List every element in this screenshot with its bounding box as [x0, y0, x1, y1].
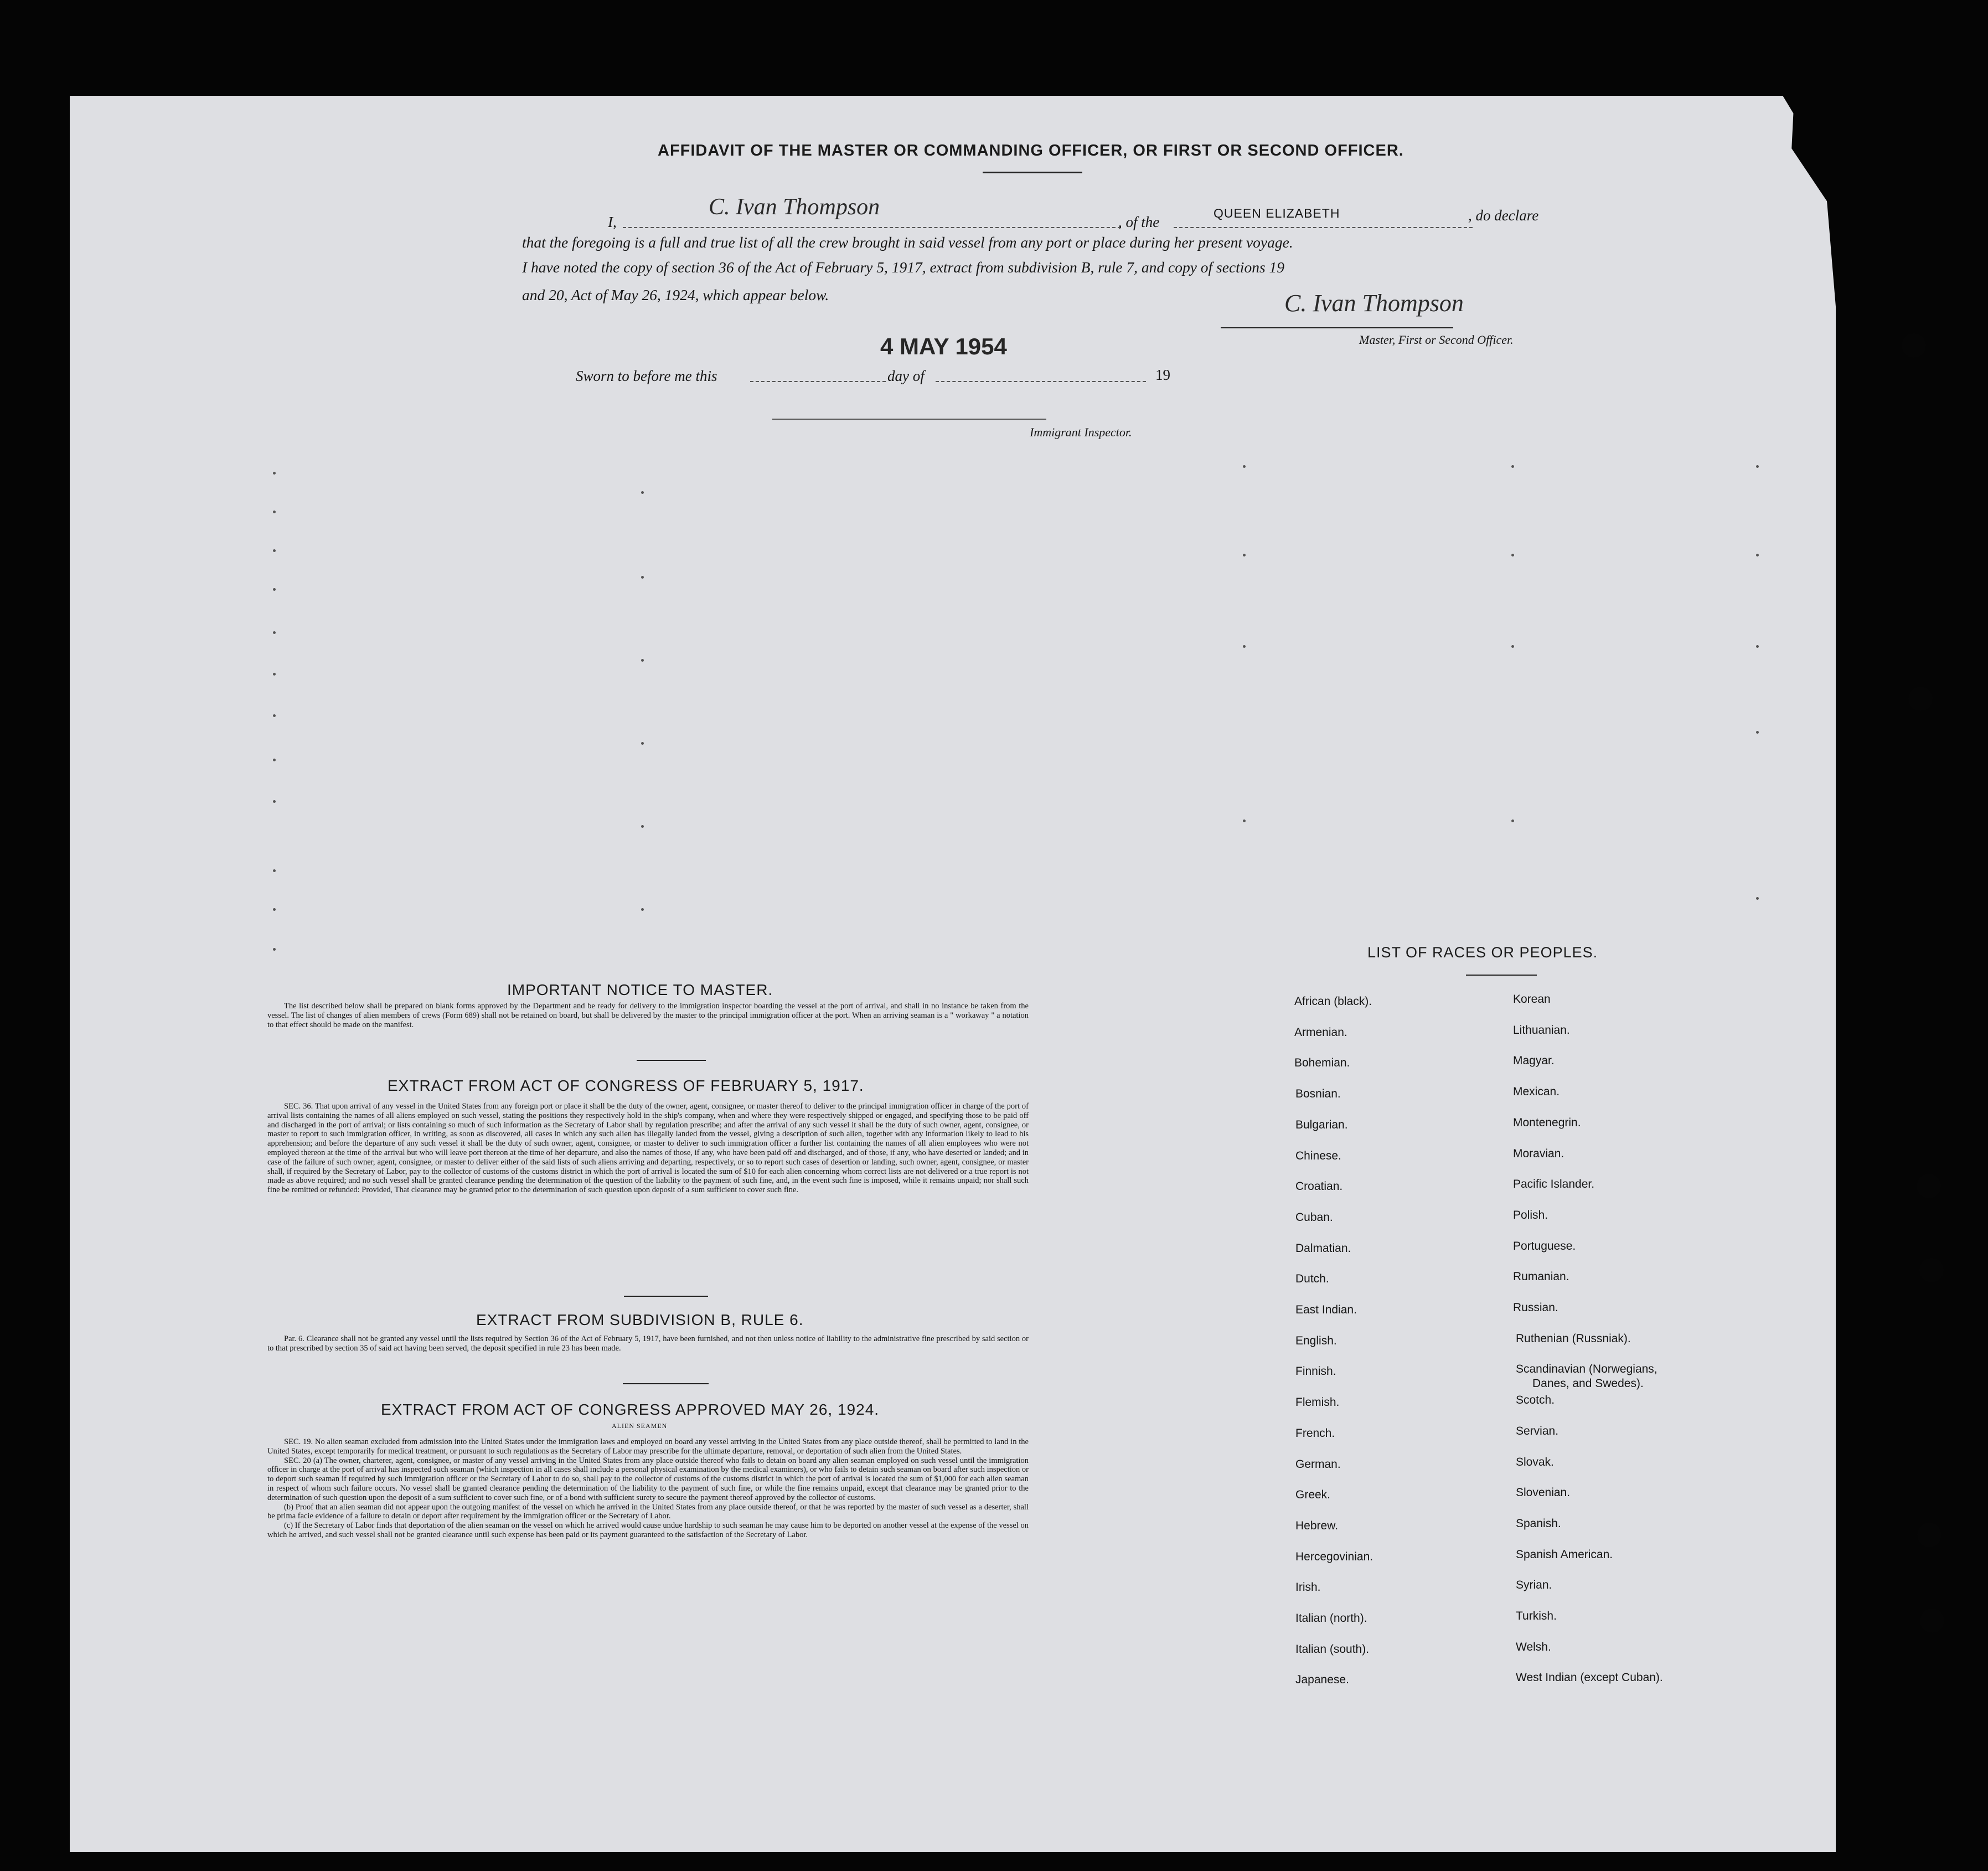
- divider: [624, 1296, 708, 1297]
- race-item: Croatian.: [1295, 1180, 1343, 1193]
- race-item: Korean: [1513, 993, 1551, 1006]
- race-item: Flemish.: [1295, 1396, 1340, 1409]
- sworn-label: Sworn to before me this: [576, 368, 717, 384]
- race-item: Italian (south).: [1295, 1642, 1370, 1656]
- race-item: Mexican.: [1513, 1085, 1560, 1099]
- affidavit-line-2: that the foregoing is a full and true list of all the crew brought in said vessel from any port or place during her present voyage.: [522, 234, 1293, 251]
- section-20b-text: (b) Proof that an alien seaman did not appear upon the outgoing manifest of the vessel on which he arrived in the United States from any place outside thereof, or that he was reported by the master of such vessel as a deserter, shall be prima facie evidence of a failure to detain or deport after requirement by the immigration officer or the Secretary of Labor.: [267, 1502, 1029, 1521]
- notice-title: IMPORTANT NOTICE TO MASTER.: [507, 981, 773, 998]
- race-item: Welsh.: [1516, 1640, 1551, 1653]
- race-item: Chinese.: [1295, 1149, 1341, 1162]
- race-item: Italian (north).: [1295, 1612, 1367, 1625]
- affidavit-i-label: I,: [608, 214, 617, 230]
- date-stamp: 4 MAY 1954: [880, 333, 1007, 359]
- sworn-day-line: [750, 381, 886, 382]
- race-item: Turkish.: [1516, 1610, 1557, 1622]
- extract-1924-title: EXTRACT FROM ACT OF CONGRESS APPROVED MAY 26, 1924.: [381, 1401, 880, 1418]
- extract-1924-subtitle: ALIEN SEAMEN: [612, 1422, 668, 1430]
- of-the-label: , of the: [1118, 214, 1160, 230]
- race-item: Greek.: [1295, 1488, 1331, 1502]
- year-prefix: 19: [1155, 367, 1170, 383]
- race-item: Servian.: [1516, 1424, 1559, 1437]
- affidavit-line-4: and 20, Act of May 26, 1924, which appear below.: [522, 286, 829, 303]
- notice-body: [267, 1002, 1029, 1029]
- punch-hole: [1919, 1258, 1944, 1282]
- do-declare-label: , do declare: [1468, 207, 1539, 224]
- affidavit-title: AFFIDAVIT OF THE MASTER OR COMMANDING OFFICER, OR FIRST OR SECOND OFFICER.: [658, 142, 1404, 159]
- section-20a-text: SEC. 20 (a) The owner, charterer, agent, consignee, or master of any vessel arriving in the United States from any place outside thereof who fails to detain on board any alien seaman employed on such vessel until the immigration officer in charge at the port of arrival has inspected such seaman (which inspection in all cases shall include a personal physical examination by the medical examiners), or who fails to detain such seaman on board after such inspection or to deport such seaman if required by such immigration officer or the Secretary of Labor to do so, shall pay to the collector of customs of the customs district in which the port of arrival is located the sum of $1,000 for each alien seaman in respect of whom such failure occurs. No vessel shall be granted clearance pending the determination of the liability to the payment of such fine, or while the fine remains unpaid, except that clearance may be granted prior to the determination of such question upon the deposit of a sum sufficient to cover such fine, or of a bond with sufficient surety to secure the payment thereof approved by the collector of customs.: [267, 1456, 1029, 1502]
- race-item: German.: [1295, 1457, 1341, 1471]
- divider: [623, 1383, 709, 1384]
- divider: [1466, 975, 1537, 976]
- inspector-signature-line: [772, 419, 1046, 420]
- extract-rule6-body: [267, 1334, 1029, 1353]
- race-item: Bohemian.: [1294, 1056, 1350, 1070]
- punch-hole: [1920, 1609, 1944, 1633]
- race-item: Armenian.: [1294, 1025, 1347, 1039]
- race-item: French.: [1295, 1426, 1335, 1440]
- extract-rule6-text: Par. 6. Clearance shall not be granted any vessel until the lists required by Section 36 of the Act of February 5, 1917, have been furnished, and not then unless notice of liability to the administrative fine prescribed by said section or to that prescribed by section 35 of said act having been served, the deposit specified in rule 23 has been made.: [267, 1334, 1029, 1353]
- race-item: East Indian.: [1295, 1303, 1357, 1316]
- race-item: Montenegrin.: [1513, 1116, 1581, 1129]
- races-title: LIST OF RACES OR PEOPLES.: [1367, 944, 1598, 961]
- race-item: Russian.: [1513, 1301, 1558, 1314]
- race-item: Slovak.: [1516, 1455, 1554, 1468]
- race-item: Hebrew.: [1295, 1519, 1339, 1532]
- race-item: Rumanian.: [1513, 1270, 1569, 1284]
- divider: [637, 1060, 706, 1061]
- signature-line: [1221, 327, 1453, 328]
- race-item: Dalmatian.: [1295, 1241, 1351, 1255]
- race-item: Lithuanian.: [1513, 1023, 1570, 1037]
- race-item-continuation: Danes, and Swedes).: [1532, 1377, 1644, 1390]
- race-item: Ruthenian (Russniak).: [1516, 1332, 1631, 1345]
- section-20c-text: (c) If the Secretary of Labor finds that deportation of the alien seaman on the vessel on which he arrived would cause undue hardship to such seaman he may cause him to be deported on another vessel at the expense of the vessel on which he arrived, and such vessel shall not be granted clearance until such expense has been paid or its payment guaranteed to the satisfaction of the Secretary of Labor.: [267, 1521, 1029, 1539]
- extract-1917-title: EXTRACT FROM ACT OF CONGRESS OF FEBRUARY 5, 1917.: [388, 1077, 864, 1094]
- vessel-field-line: [1174, 227, 1473, 228]
- race-item: Portuguese.: [1513, 1239, 1576, 1253]
- name-field-line: [623, 227, 1121, 228]
- race-item: African (black).: [1294, 995, 1372, 1008]
- inspector-label: Immigrant Inspector.: [1030, 425, 1132, 439]
- punch-hole: [1908, 687, 1933, 711]
- race-item: Moravian.: [1513, 1147, 1564, 1160]
- extract-1924-body: [267, 1437, 1029, 1540]
- race-item: Dutch.: [1295, 1272, 1329, 1286]
- signature-declarant: C. Ivan Thompson: [709, 194, 880, 220]
- sworn-month-line: [936, 381, 1146, 382]
- race-item: Scandinavian (Norwegians,: [1516, 1363, 1657, 1376]
- notice-text: The list described below shall be prepared on blank forms approved by the Department and be ready for delivery to the immigration inspector boarding the vessel at the port of arrival, and shall in no instance be taken from the vessel. The list of changes of alien members of crews (Form 689) shall not be retained on board, but shall be delivered by the master to the principal immigration officer at the port. When an arriving seaman is a " workaway " a notation to that effect should be made on the manifest.: [267, 1002, 1029, 1029]
- race-item: Scotch.: [1516, 1394, 1555, 1407]
- race-item: Finnish.: [1295, 1365, 1336, 1378]
- extract-rule6-title: EXTRACT FROM SUBDIVISION B, RULE 6.: [476, 1311, 804, 1328]
- divider: [983, 172, 1082, 173]
- vessel-name: QUEEN ELIZABETH: [1214, 206, 1340, 220]
- extract-1917-body: [267, 1102, 1029, 1195]
- punch-hole: [1917, 1174, 1941, 1198]
- race-item: Bosnian.: [1295, 1087, 1341, 1101]
- race-item: Spanish American.: [1516, 1548, 1613, 1561]
- punch-hole: [1917, 1523, 1941, 1547]
- race-item: Hercegovinian.: [1295, 1550, 1373, 1563]
- race-item: Japanese.: [1295, 1673, 1349, 1687]
- signature-master: C. Ivan Thompson: [1284, 290, 1464, 317]
- extract-1917-text: SEC. 36. That upon arrival of any vessel in the United States from any foreign port or place it shall be the duty of the owner, agent, consignee, or master thereof to deliver to the principal immigration officer in charge of the port of arrival lists containing the names of all aliens employed on such vessel, stating the positions they respectively hold in the ship's company, when and where they were respectively shipped or engaged, and specifying those to be paid off and discharged in the port of arrival; or lists containing so much of such information as the Secretary of Labor shall by regulation prescribe; and after the arrival of any such vessel it shall be the duty of such owner, agent, consignee, or master to report to such immigration officer, in writing, as soon as discovered, all cases in which any such alien has illegally landed from the vessel, giving a description of such alien, together with any information likely to lead to his apprehension; and before the departure of any such vessel it shall be the duty of such owner, agent, consignee, or master to deliver to such immigration officer a further list containing the names of all alien employees who were not employed thereon at the time of the arrival but who will leave port thereon at the time of her departure, and also the names of those, if any, who have been paid off and discharged, and of those, if any, who have deserted or landed; and in case of the failure of such owner, agent, consignee, or master to deliver either of the said lists of such aliens arriving and departing, respectively, or so to report such cases of desertion or landing, such owner, agent, consignee, or master shall, if required by the Secretary of Labor, pay to the collector of customs of the customs district in which the port of arrival is located the sum of $10 for each alien concerning whom correct lists are not delivered or a true report is not made as above required; and no such vessel shall be granted clearance pending the determination of the question of the liability to the payment of such fine, and, in the event such fine is imposed, while it remains unpaid; nor shall such fine be remitted or refunded: Provided, That clearance may be granted prior to the determination of such question upon deposit of a sum sufficient to cover such fine.: [267, 1102, 1029, 1195]
- day-of-label: day of: [887, 368, 925, 384]
- race-item: Cuban.: [1295, 1210, 1333, 1224]
- race-item: Spanish.: [1516, 1517, 1561, 1530]
- race-item: Slovenian.: [1516, 1486, 1571, 1499]
- race-item: Bulgarian.: [1295, 1118, 1348, 1131]
- race-item: Syrian.: [1516, 1579, 1552, 1592]
- race-item: English.: [1295, 1334, 1337, 1347]
- race-item: West Indian (except Cuban).: [1516, 1671, 1663, 1684]
- punch-hole: [1902, 333, 1926, 358]
- race-item: Magyar.: [1513, 1054, 1555, 1068]
- race-item: Pacific Islander.: [1513, 1178, 1595, 1191]
- master-label: Master, First or Second Officer.: [1359, 333, 1514, 347]
- race-item: Polish.: [1513, 1208, 1548, 1221]
- section-19-text: SEC. 19. No alien seaman excluded from admission into the United States under the immigration laws and employed on board any vessel arriving in the United States from any place outside thereof, shall be permitted to land in the United States, except temporarily for medical treatment, or pursuant to such regulations as the Secretary of Labor may prescribe for the ultimate departure, removal, or deportation of such alien from the United States.: [267, 1437, 1029, 1456]
- affidavit-line-3: I have noted the copy of section 36 of the Act of February 5, 1917, extract from subdivision B, rule 7, and copy of sections 19: [522, 259, 1285, 276]
- race-item: Irish.: [1295, 1581, 1321, 1594]
